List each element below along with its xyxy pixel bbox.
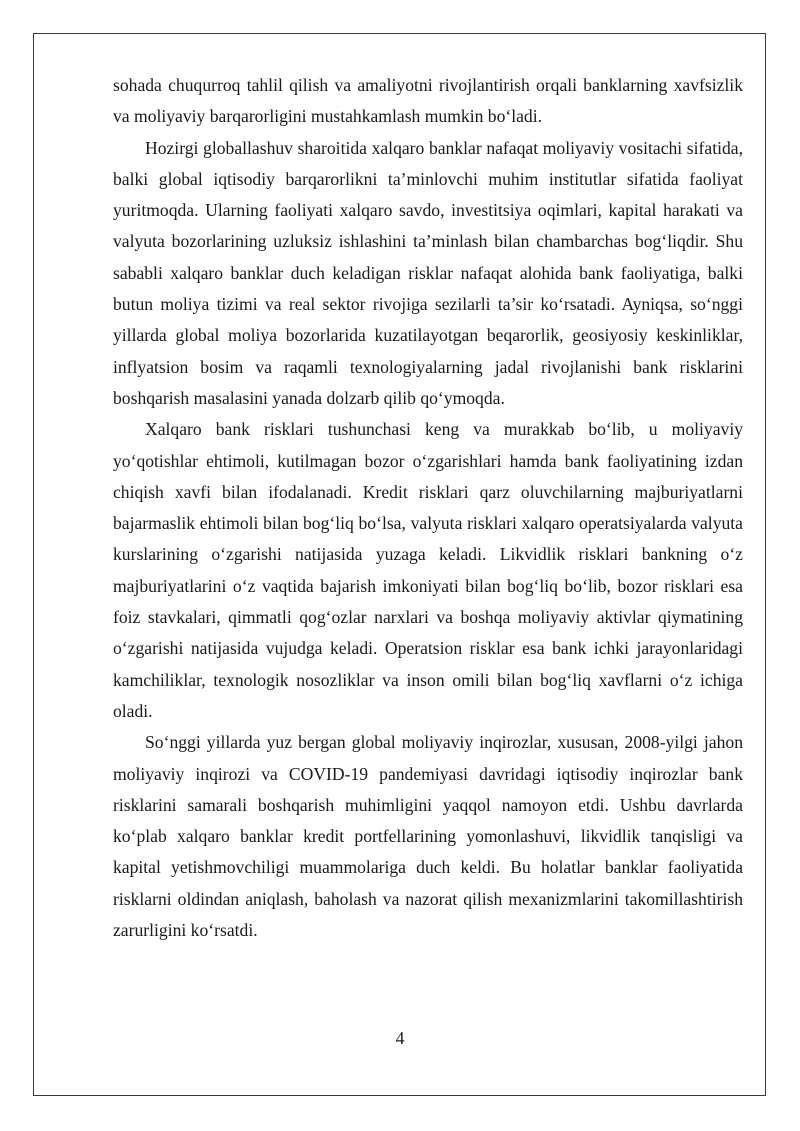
paragraph: Xalqaro bank risklari tushunchasi keng va murakkab bo‘lib, u moliyaviy yo‘qotishlar ehtimoli, kutilmagan bozor o‘zgarishlari hamda bank faoliyatining izdan chiqish xavfi bilan ifodalanadi. Kredit risklari qarz oluvchilarning majburiyatlarni bajarmaslik ehtimoli bilan bog‘liq bo‘lsa, valyuta risklari xalqaro operatsiyalarda valyuta kurslarining o‘zgarishi natijasida yuzaga keladi. Likvidlik risklari bankning o‘z majburiyatlarini o‘z vaqtida bajarish imkoniyati bilan bog‘liq bo‘lib, bozor risklari esa foiz stavkalari, qimmatli qog‘ozlar narxlari va boshqa moliyaviy aktivlar qiymatining o‘zgarishi natijasida vujudga keladi. Operatsion risklar esa bank ichki jarayonlaridagi kamchiliklar, texnologik nosozliklar va inson omili bilan bog‘liq xavflarni o‘z ichiga oladi. (113, 419, 743, 721)
paragraph: Hozirgi globallashuv sharoitida xalqaro banklar nafaqat moliyaviy vositachi sifatida, balki global iqtisodiy barqarorlikni ta’minlovchi muhim institutlar sifatida faoliyat yuritmoqda. Ularning faoliyati xalqaro savdo, investitsiya oqimlari, kapital harakati va valyuta bozorlarining uzluksiz ishlashini ta’minlash bilan chambarchas bog‘liqdir. Shu sababli xalqaro banklar duch keladigan risklar nafaqat alohida bank faoliyatiga, balki butun moliya tizimi va real sektor rivojiga sezilarli ta’sir ko‘rsatadi. Ayniqsa, so‘nggi yillarda global moliya bozorlarida kuzatilayotgan beqarorlik, geosiyosiy keskinliklar, inflyatsion bosim va raqamli texnologiyalarning jadal rivojlanishi bank risklarini boshqarish masalasini yanada dolzarb qilib qo‘ymoqda. (113, 137, 743, 408)
page-number: 4 (395, 1028, 405, 1048)
document-body (113, 70, 743, 946)
paragraph-continuation: sohada chuqurroq tahlil qilish va amaliyotni rivojlantirish orqali banklarning xavfsizlik va moliyaviy barqarorligini mustahkamlash mumkin bo‘ladi. (113, 75, 743, 127)
paragraph: So‘nggi yillarda yuz bergan global moliyaviy inqirozlar, xususan, 2008-yilgi jahon moliyaviy inqirozi va COVID-19 pandemiyasi davridagi iqtisodiy inqirozlar bank risklarini samarali boshqarish muhimligini yaqqol namoyon etdi. Ushbu davrlarda ko‘plab xalqaro banklar kredit portfellarining yomonlashuvi, likvidlik tanqisligi va kapital yetishmovchiligi muammolariga duch keldi. Bu holatlar banklar faoliyatida risklarni oldindan aniqlash, baholash va nazorat qilish mexanizmlarini takomillashtirish zarurligini ko‘rsatdi. (113, 732, 743, 941)
